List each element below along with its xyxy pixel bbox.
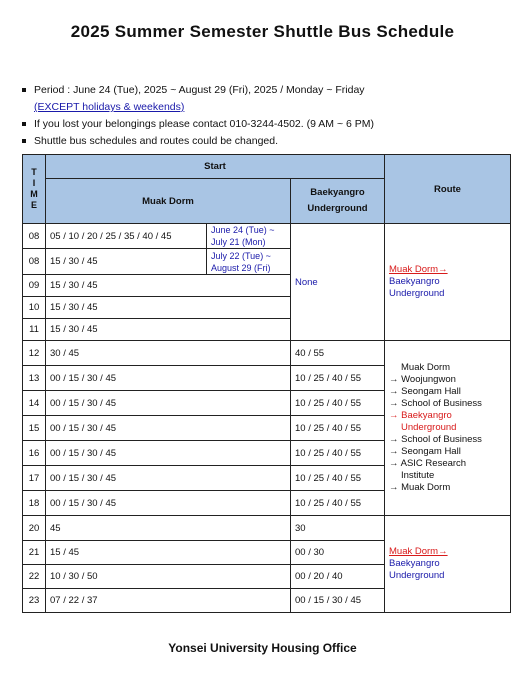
- start-header: Start: [46, 155, 385, 179]
- route-cell: [385, 516, 511, 613]
- table-row: [23, 516, 511, 541]
- dorm-times: 00 / 15 / 30 / 45: [46, 491, 291, 516]
- dorm-times: 15 / 30 / 45: [46, 249, 207, 275]
- route-line: Underground: [389, 570, 445, 581]
- note-period: [22, 82, 512, 116]
- dorm-times: 00 / 15 / 30 / 45: [46, 366, 291, 391]
- table-row: [23, 341, 511, 366]
- dorm-times: 15 / 30 / 45: [46, 319, 291, 341]
- baekyangro-times: 10 / 25 / 40 / 55: [291, 491, 385, 516]
- dorm-times: 00 / 15 / 30 / 45: [46, 466, 291, 491]
- hour-cell: 23: [23, 589, 46, 613]
- footer-office: Yonsei University Housing Office: [168, 641, 357, 655]
- baekyangro-times: 10 / 25 / 40 / 55: [291, 366, 385, 391]
- schedule-table: [22, 154, 511, 613]
- route-line: → School of Business: [389, 398, 482, 409]
- dorm-times: 30 / 45: [46, 341, 291, 366]
- dorm-times: 45: [46, 516, 291, 541]
- route-cell: [385, 341, 511, 516]
- route-line: Underground: [389, 288, 445, 299]
- route-header: Route: [385, 155, 511, 224]
- bullet-icon: [22, 88, 26, 92]
- hour-cell: 20: [23, 516, 46, 541]
- dorm-times: 00 / 15 / 30 / 45: [46, 416, 291, 441]
- note-text: Shuttle bus schedules and routes could be changed.: [34, 135, 279, 147]
- baekyangro-times: 10 / 25 / 40 / 55: [291, 391, 385, 416]
- hour-cell: 15: [23, 416, 46, 441]
- note-lost-belongings: [22, 116, 512, 133]
- baekyangro-times: 40 / 55: [291, 341, 385, 366]
- baekyangro-times: 10 / 25 / 40 / 55: [291, 466, 385, 491]
- baekyangro-header: Baekyangro Underground: [291, 179, 385, 224]
- time-header: T I M E: [23, 155, 46, 224]
- hour-cell: 09: [23, 275, 46, 297]
- baekyangro-times: 00 / 20 / 40: [291, 565, 385, 589]
- notes-list: [22, 82, 512, 150]
- dorm-times: 05 / 10 / 20 / 25 / 35 / 40 / 45: [46, 224, 207, 249]
- route-line: Muak Dorm→: [389, 264, 448, 275]
- baekyangro-times: 30: [291, 516, 385, 541]
- route-line: → Seongam Hall: [389, 446, 461, 457]
- route-line: → Woojungwon: [389, 374, 456, 385]
- dorm-times: 15 / 45: [46, 541, 291, 565]
- hour-cell: 12: [23, 341, 46, 366]
- baekyangro-times: 00 / 15 / 30 / 45: [291, 589, 385, 613]
- hour-cell: 14: [23, 391, 46, 416]
- bullet-icon: [22, 122, 26, 126]
- note-schedule-change: [22, 133, 512, 150]
- hour-cell: 21: [23, 541, 46, 565]
- note-text: Period : June 24 (Tue), 2025 ~ August 29 (Fri), 2025 / Monday ~ Friday: [34, 84, 365, 96]
- dorm-times: 00 / 15 / 30 / 45: [46, 391, 291, 416]
- table-row: [23, 224, 511, 249]
- note-subtext: (EXCEPT holidays & weekends): [34, 101, 185, 113]
- dorm-times: 00 / 15 / 30 / 45: [46, 441, 291, 466]
- hour-cell: 08: [23, 249, 46, 275]
- hour-cell: 10: [23, 297, 46, 319]
- route-line: → School of Business: [389, 434, 482, 445]
- route-line: → Baekyangro: [389, 410, 452, 421]
- route-cell: [385, 224, 511, 341]
- route-line: Baekyangro: [389, 558, 440, 569]
- route-line: Baekyangro: [389, 276, 440, 287]
- dorm-times: 10 / 30 / 50: [46, 565, 291, 589]
- baekyangro-times: 10 / 25 / 40 / 55: [291, 416, 385, 441]
- date-range: June 24 (Tue) ~ July 21 (Mon): [207, 224, 291, 249]
- hour-cell: 13: [23, 366, 46, 391]
- muak-dorm-header: Muak Dorm: [46, 179, 291, 224]
- hour-cell: 16: [23, 441, 46, 466]
- route-line: Muak Dorm: [401, 362, 451, 373]
- hour-cell: 18: [23, 491, 46, 516]
- page-title: 2025 Summer Semester Shuttle Bus Schedule: [70, 22, 455, 41]
- dorm-times: 07 / 22 / 37: [46, 589, 291, 613]
- route-line: → Seongam Hall: [389, 386, 461, 397]
- baekyangro-times: 00 / 30: [291, 541, 385, 565]
- baekyangro-none: None: [291, 224, 385, 341]
- hour-cell: 22: [23, 565, 46, 589]
- route-line: → Muak Dorm: [389, 482, 451, 493]
- dorm-times: 15 / 30 / 45: [46, 275, 291, 297]
- hour-cell: 11: [23, 319, 46, 341]
- route-line: Institute: [401, 470, 435, 481]
- baekyangro-times: 10 / 25 / 40 / 55: [291, 441, 385, 466]
- hour-cell: 08: [23, 224, 46, 249]
- bullet-icon: [22, 139, 26, 143]
- date-range: July 22 (Tue) ~ August 29 (Fri): [207, 249, 291, 275]
- route-line: Muak Dorm→: [389, 546, 448, 557]
- route-line: Underground: [401, 422, 457, 433]
- route-line: → ASIC Research: [389, 458, 467, 469]
- note-text: If you lost your belongings please contact 010-3244-4502. (9 AM ~ 6 PM): [34, 118, 374, 130]
- hour-cell: 17: [23, 466, 46, 491]
- dorm-times: 15 / 30 / 45: [46, 297, 291, 319]
